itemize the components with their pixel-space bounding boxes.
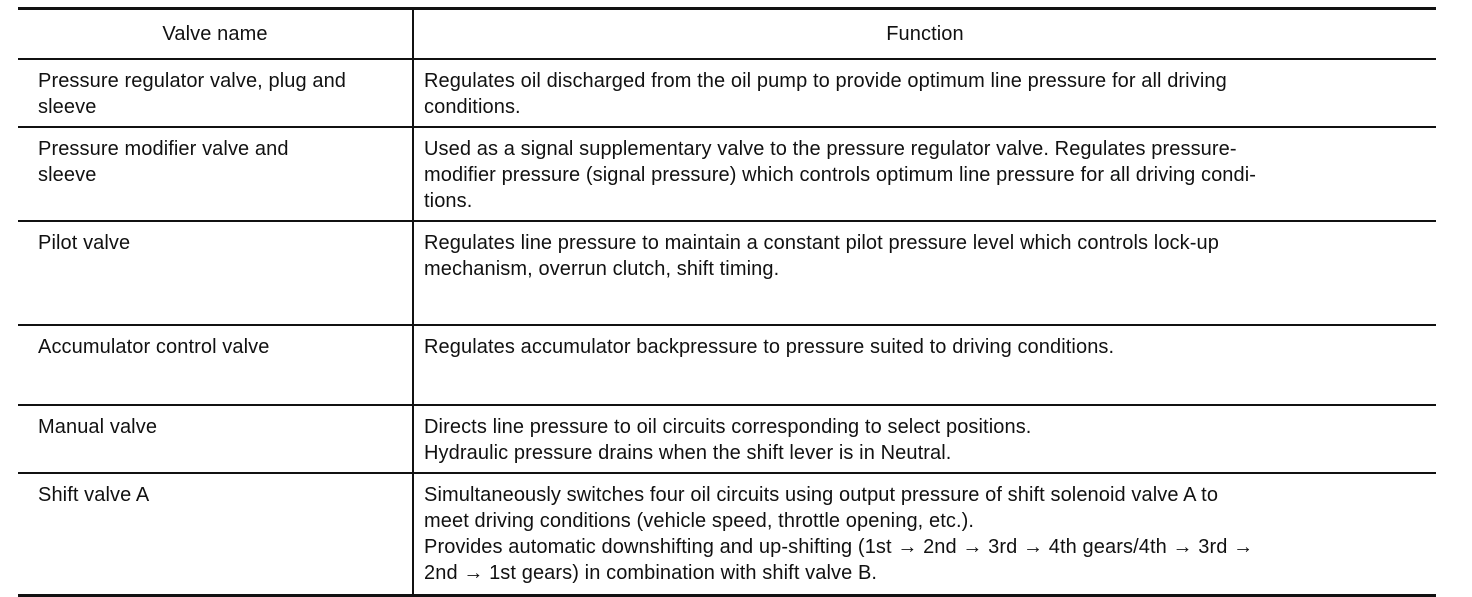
valve-name-line: Shift valve A (38, 484, 150, 506)
function-cell (413, 221, 1436, 325)
table-row (18, 325, 1436, 405)
table-row (18, 59, 1436, 127)
function-line: meet driving conditions (vehicle speed, throttle opening, etc.). (424, 510, 975, 532)
valve-name-cell (18, 221, 413, 325)
column-header-valve-name: Valve name (18, 9, 413, 60)
valve-name-line: sleeve (38, 164, 97, 186)
valve-name-line: sleeve (38, 96, 97, 118)
function-cell (413, 127, 1436, 221)
table-row (18, 405, 1436, 473)
function-line: Regulates line pressure to maintain a constant pilot pressure level which controls lock-up (424, 232, 1219, 254)
function-line: Regulates accumulator backpressure to pressure suited to driving conditions. (424, 336, 1115, 358)
function-cell (413, 473, 1436, 596)
function-line: Hydraulic pressure drains when the shift lever is in Neutral. (424, 442, 952, 464)
valve-name-cell (18, 405, 413, 473)
table-header-row (18, 9, 1436, 60)
function-line: Used as a signal supplementary valve to the pressure regulator valve. Regulates pressure- (424, 138, 1237, 160)
function-line: tions. (424, 190, 473, 212)
valve-name-line: Manual valve (38, 416, 158, 438)
function-line: Provides automatic downshifting and up-shifting (1st → 2nd → 3rd → 4th gears/4th → 3rd → (424, 536, 1254, 558)
function-line: mechanism, overrun clutch, shift timing. (424, 258, 780, 280)
table-row (18, 127, 1436, 221)
valve-name-cell (18, 59, 413, 127)
valve-name-line: Pressure regulator valve, plug and (38, 70, 347, 92)
function-line: 2nd → 1st gears) in combination with shift valve B. (424, 562, 878, 584)
valve-name-cell (18, 325, 413, 405)
valve-function-table (18, 7, 1436, 597)
valve-name-cell (18, 127, 413, 221)
table-row (18, 473, 1436, 596)
function-cell (413, 405, 1436, 473)
valve-name-line: Pressure modifier valve and (38, 138, 289, 160)
function-line: Simultaneously switches four oil circuits using output pressure of shift solenoid valve A to (424, 484, 1219, 506)
function-cell (413, 59, 1436, 127)
function-cell (413, 325, 1436, 405)
function-line: Regulates oil discharged from the oil pump to provide optimum line pressure for all driving (424, 70, 1227, 92)
table-row (18, 221, 1436, 325)
function-line: Directs line pressure to oil circuits corresponding to select positions. (424, 416, 1032, 438)
function-line: conditions. (424, 96, 521, 118)
valve-name-line: Pilot valve (38, 232, 131, 254)
valve-name-cell (18, 473, 413, 596)
column-header-function: Function (413, 9, 1436, 60)
valve-name-line: Accumulator control valve (38, 336, 270, 358)
function-line: modifier pressure (signal pressure) which controls optimum line pressure for all driving condi- (424, 164, 1257, 186)
